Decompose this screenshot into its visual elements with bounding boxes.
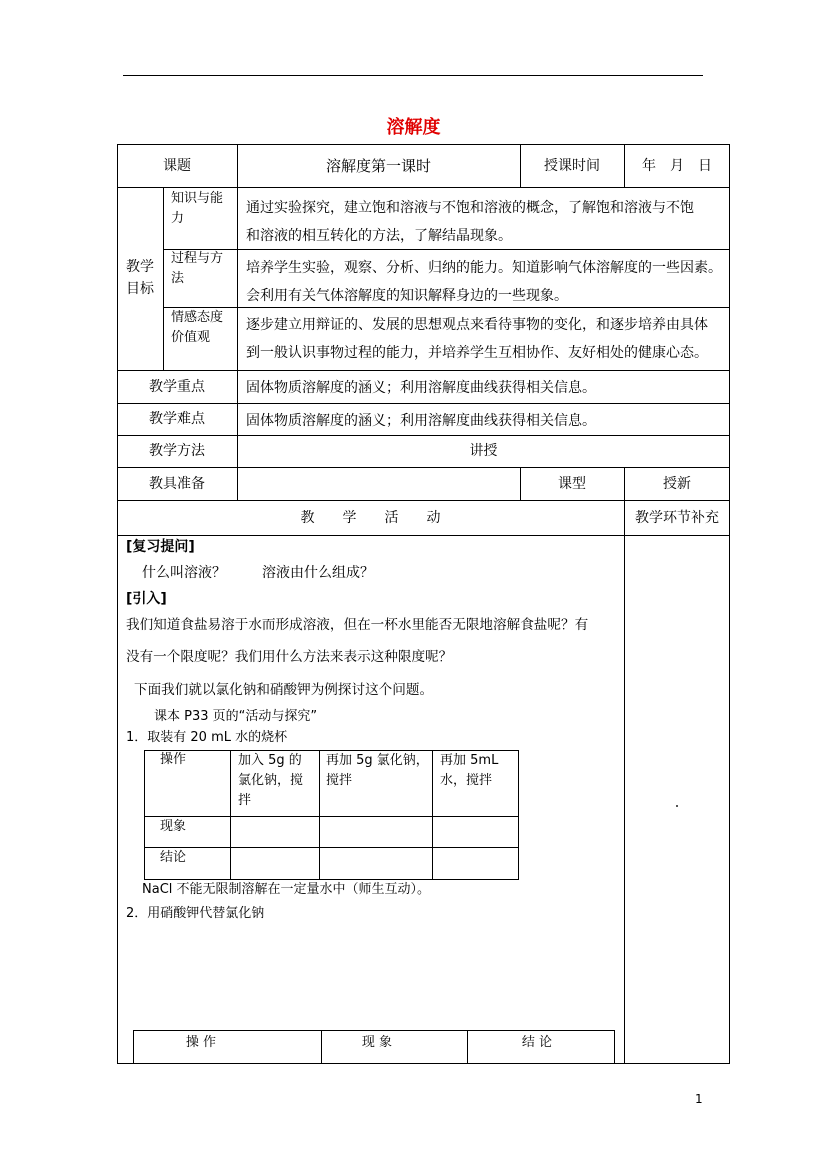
objective-label-line: 力 xyxy=(171,211,185,226)
table1-row-conclusion: 结论 xyxy=(160,850,187,865)
method-label: 教学方法 xyxy=(149,443,205,459)
objectives-label xyxy=(117,256,163,300)
activity-header: 教 学 活 动 xyxy=(300,510,441,526)
topic-label: 课题 xyxy=(163,158,191,174)
objective-line: 到一般认识事物过程的能力，并培养学生互相协作、友好相处的健康心态。 xyxy=(246,345,708,361)
table1-col-divider xyxy=(230,750,231,880)
review-question-1: 什么叫溶液？ xyxy=(142,565,226,581)
objective-label-line: 价值观 xyxy=(171,330,211,345)
table1-cell-line: 再加 5mL xyxy=(440,753,499,768)
step-2: 2．用硝酸钾代替氯化钠 xyxy=(126,906,265,921)
row-divider xyxy=(117,500,730,501)
objective-line: 会利用有关气体溶解度的知识解释身边的一些现象。 xyxy=(246,288,568,304)
document-title: 溶解度 xyxy=(386,117,441,138)
step-1: 1．取装有 20 mL 水的烧杯 xyxy=(126,730,288,745)
col-divider xyxy=(624,467,625,1064)
objective-line: 和溶液的相互转化的方法，了解结晶现象。 xyxy=(246,228,512,244)
intro-line-3: 下面我们就以氯化钠和硝酸钾为例探讨这个问题。 xyxy=(134,682,434,698)
objective-line: 逐步建立用辩证的、发展的思想观点来看待事物的变化，和逐步培养由具体 xyxy=(246,317,708,333)
objectives-label-line: 目标 xyxy=(126,281,154,297)
table1-col-add-water xyxy=(440,751,518,791)
textbook-reference: 课本 P33 页的“活动与探究” xyxy=(154,709,318,724)
supplement-header: 教学环节补充 xyxy=(635,510,719,526)
table1-row-divider xyxy=(144,847,519,848)
table1-col-divider xyxy=(432,750,433,880)
intro-line-2: 没有一个限度呢？我们用什么方法来表示这种限度呢？ xyxy=(126,649,453,665)
time-label: 授课时间 xyxy=(544,158,600,174)
intro-heading: [引入] xyxy=(126,591,167,607)
objective-label-line: 法 xyxy=(171,271,185,286)
objective-line: 培养学生实验，观察、分析、归纳的能力。知道影响气体溶解度的一些因素。 xyxy=(246,260,722,276)
intro-line-1: 我们知道食盐易溶于水而形成溶液，但在一杯水里能否无限地溶解食盐呢？有 xyxy=(126,617,589,633)
difficulty-label: 教学难点 xyxy=(149,411,205,427)
lesson-type-label: 课型 xyxy=(558,476,586,492)
objective-knowledge xyxy=(246,194,726,250)
objective-attitude xyxy=(246,311,726,367)
dot-mark xyxy=(676,805,678,807)
objective-label-line: 过程与方 xyxy=(171,251,224,266)
difficulty-value: 固体物质溶解度的涵义；利用溶解度曲线获得相关信息。 xyxy=(246,413,596,429)
review-question-2: 溶液由什么组成？ xyxy=(262,565,374,581)
review-heading: [复习提问] xyxy=(126,539,195,555)
table1-col-divider xyxy=(319,750,320,880)
objective-label-process xyxy=(171,249,237,289)
table1-cell-line: 搅拌 xyxy=(326,773,353,788)
col-divider xyxy=(163,187,164,370)
table1-cell-line: 加入 5g 的 xyxy=(238,753,302,768)
objective-process xyxy=(246,254,726,310)
table2-header-operation: 操 作 xyxy=(185,1035,217,1050)
nacl-note: NaCl 不能无限制溶解在一定量水中（师生互动）。 xyxy=(142,882,431,897)
objective-label-knowledge xyxy=(171,189,237,229)
table1-cell-line: 拌 xyxy=(238,793,252,808)
table2-header-conclusion: 结 论 xyxy=(521,1035,553,1050)
row-divider xyxy=(117,535,730,536)
table1-col-add-more-nacl xyxy=(326,751,432,791)
objective-label-line: 情感态度 xyxy=(171,310,224,325)
lesson-type-value: 授新 xyxy=(663,476,691,492)
objective-label-attitude xyxy=(171,308,237,348)
table1-row-operation: 操作 xyxy=(160,752,187,767)
objectives-label-line: 教学 xyxy=(126,259,154,275)
table1-row-divider xyxy=(144,816,519,817)
row-divider xyxy=(117,187,730,188)
table1-cell-line: 氯化钠，搅 xyxy=(238,773,304,788)
row-divider xyxy=(117,370,730,371)
table1-row-phenomenon: 现象 xyxy=(160,819,187,834)
key-point-label: 教学重点 xyxy=(149,379,205,395)
objective-label-line: 知识与能 xyxy=(171,191,224,206)
table1-cell-line: 水，搅拌 xyxy=(440,773,493,788)
table2-header-phenomenon: 现 象 xyxy=(361,1035,393,1050)
table1-cell-line: 再加 5g 氯化钠， xyxy=(326,753,429,768)
objective-line: 通过实验探究，建立饱和溶液与不饱和溶液的概念，了解饱和溶液与不饱 xyxy=(246,200,694,216)
time-value: 年 月 日 xyxy=(642,158,712,174)
method-value: 讲授 xyxy=(469,443,498,459)
row-divider xyxy=(117,403,730,404)
page-number: 1 xyxy=(695,1092,703,1106)
topic-value: 溶解度第一课时 xyxy=(325,157,431,175)
prep-label: 教具准备 xyxy=(149,476,205,492)
table1-col-add-nacl xyxy=(238,751,318,811)
row-divider xyxy=(117,467,730,468)
row-divider xyxy=(117,435,730,436)
header-rule xyxy=(123,75,703,76)
key-point-value: 固体物质溶解度的涵义；利用溶解度曲线获得相关信息。 xyxy=(246,380,596,396)
